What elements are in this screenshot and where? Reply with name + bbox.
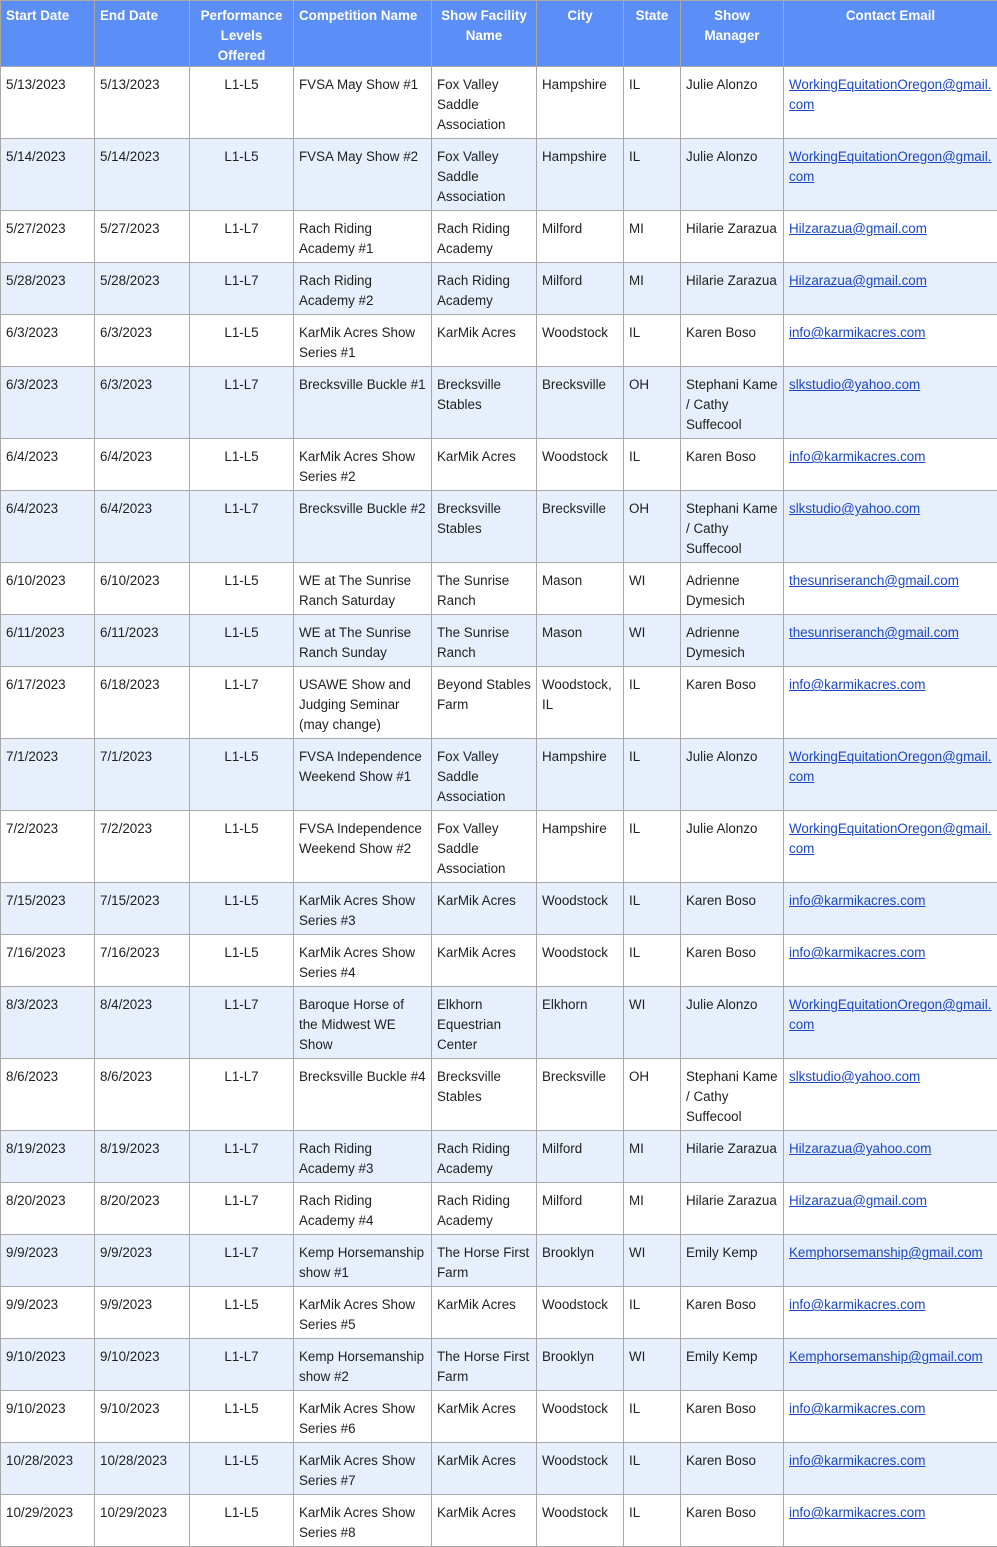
start-date-cell: 6/4/2023 — [1, 439, 95, 491]
end-date-cell: 7/2/2023 — [95, 811, 190, 883]
state-cell: WI — [624, 563, 681, 615]
city-cell: Woodstock, IL — [537, 667, 624, 739]
show-manager-cell: Hilarie Zarazua — [681, 263, 784, 315]
facility-name-cell: Rach Riding Academy — [432, 263, 537, 315]
state-cell: IL — [624, 883, 681, 935]
start-date-cell: 9/9/2023 — [1, 1235, 95, 1287]
contact-email-cell — [784, 1059, 997, 1131]
competition-name-cell: Kemp Horsemanship show #2 — [294, 1339, 432, 1391]
competition-name-cell: Rach Riding Academy #4 — [294, 1183, 432, 1235]
facility-name-cell: Rach Riding Academy — [432, 1183, 537, 1235]
state-cell: IL — [624, 811, 681, 883]
facility-name-cell: KarMik Acres — [432, 1495, 537, 1547]
table-row — [1, 439, 997, 491]
competition-name-cell: KarMik Acres Show Series #1 — [294, 315, 432, 367]
show-manager-cell: Stephani Kame / Cathy Suffecool — [681, 491, 784, 563]
performance-levels-cell: L1-L5 — [190, 883, 294, 935]
show-manager-cell: Julie Alonzo — [681, 739, 784, 811]
facility-name-cell: KarMik Acres — [432, 315, 537, 367]
start-date-cell: 6/11/2023 — [1, 615, 95, 667]
performance-levels-cell: L1-L7 — [190, 1131, 294, 1183]
state-cell: OH — [624, 367, 681, 439]
performance-levels-cell: L1-L5 — [190, 811, 294, 883]
contact-email-cell — [784, 211, 997, 263]
start-date-cell: 7/1/2023 — [1, 739, 95, 811]
facility-name-cell: The Sunrise Ranch — [432, 615, 537, 667]
competition-name-cell: Rach Riding Academy #3 — [294, 1131, 432, 1183]
contact-email-link[interactable]: Kemphorsemanship@gmail.com — [789, 1349, 983, 1364]
performance-levels-cell: L1-L5 — [190, 1287, 294, 1339]
table-row — [1, 367, 997, 439]
facility-name-cell: Brecksville Stables — [432, 1059, 537, 1131]
performance-levels-cell: L1-L5 — [190, 1495, 294, 1547]
state-cell: IL — [624, 935, 681, 987]
contact-email-link[interactable]: Hilzarazua@gmail.com — [789, 221, 927, 236]
contact-email-cell — [784, 1339, 997, 1391]
competition-name-cell: KarMik Acres Show Series #3 — [294, 883, 432, 935]
end-date-cell: 6/3/2023 — [95, 315, 190, 367]
competition-name-cell: Brecksville Buckle #4 — [294, 1059, 432, 1131]
state-cell: IL — [624, 1391, 681, 1443]
contact-email-cell — [784, 67, 997, 139]
table-row — [1, 1287, 997, 1339]
performance-levels-cell: L1-L7 — [190, 1183, 294, 1235]
performance-levels-cell: L1-L7 — [190, 987, 294, 1059]
competition-name-cell: KarMik Acres Show Series #6 — [294, 1391, 432, 1443]
table-row — [1, 1495, 997, 1547]
state-cell: MI — [624, 211, 681, 263]
end-date-cell: 6/10/2023 — [95, 563, 190, 615]
end-date-cell: 6/4/2023 — [95, 491, 190, 563]
city-cell: Woodstock — [537, 935, 624, 987]
facility-name-cell: KarMik Acres — [432, 883, 537, 935]
state-cell: IL — [624, 739, 681, 811]
contact-email-cell — [784, 315, 997, 367]
end-date-cell: 8/20/2023 — [95, 1183, 190, 1235]
competition-name-cell: FVSA May Show #1 — [294, 67, 432, 139]
end-date-cell: 5/27/2023 — [95, 211, 190, 263]
contact-email-link[interactable]: slkstudio@yahoo.com — [789, 501, 920, 516]
start-date-cell: 7/15/2023 — [1, 883, 95, 935]
competition-name-cell: FVSA Independence Weekend Show #1 — [294, 739, 432, 811]
col-state: State — [624, 1, 681, 67]
performance-levels-cell: L1-L7 — [190, 211, 294, 263]
contact-email-link[interactable]: info@karmikacres.com — [789, 1453, 925, 1468]
city-cell: Woodstock — [537, 1495, 624, 1547]
facility-name-cell: The Horse First Farm — [432, 1235, 537, 1287]
state-cell: WI — [624, 987, 681, 1059]
contact-email-cell — [784, 563, 997, 615]
performance-levels-cell: L1-L5 — [190, 1391, 294, 1443]
end-date-cell: 8/4/2023 — [95, 987, 190, 1059]
facility-name-cell: Fox Valley Saddle Association — [432, 739, 537, 811]
state-cell: IL — [624, 315, 681, 367]
city-cell: Hampshire — [537, 139, 624, 211]
contact-email-cell — [784, 1443, 997, 1495]
show-manager-cell: Julie Alonzo — [681, 987, 784, 1059]
facility-name-cell: Fox Valley Saddle Association — [432, 67, 537, 139]
facility-name-cell: Elkhorn Equestrian Center — [432, 987, 537, 1059]
show-manager-cell: Stephani Kame / Cathy Suffecool — [681, 1059, 784, 1131]
table-row — [1, 739, 997, 811]
show-manager-cell: Karen Boso — [681, 667, 784, 739]
performance-levels-cell: L1-L5 — [190, 563, 294, 615]
end-date-cell: 6/3/2023 — [95, 367, 190, 439]
competition-name-cell: USAWE Show and Judging Seminar (may change) — [294, 667, 432, 739]
contact-email-cell — [784, 739, 997, 811]
performance-levels-cell: L1-L7 — [190, 491, 294, 563]
table-row — [1, 315, 997, 367]
city-cell: Elkhorn — [537, 987, 624, 1059]
city-cell: Brecksville — [537, 1059, 624, 1131]
start-date-cell: 7/2/2023 — [1, 811, 95, 883]
contact-email-cell — [784, 1235, 997, 1287]
state-cell: WI — [624, 615, 681, 667]
start-date-cell: 8/3/2023 — [1, 987, 95, 1059]
end-date-cell: 9/9/2023 — [95, 1287, 190, 1339]
contact-email-cell — [784, 883, 997, 935]
show-manager-cell: Adrienne Dymesich — [681, 615, 784, 667]
city-cell: Brecksville — [537, 367, 624, 439]
city-cell: Woodstock — [537, 883, 624, 935]
contact-email-link[interactable]: Hilzarazua@gmail.com — [789, 1193, 927, 1208]
state-cell: WI — [624, 1339, 681, 1391]
competition-name-cell: Kemp Horsemanship show #1 — [294, 1235, 432, 1287]
contact-email-link[interactable]: info@karmikacres.com — [789, 945, 925, 960]
show-manager-cell: Karen Boso — [681, 315, 784, 367]
end-date-cell: 8/6/2023 — [95, 1059, 190, 1131]
start-date-cell: 9/10/2023 — [1, 1391, 95, 1443]
start-date-cell: 5/27/2023 — [1, 211, 95, 263]
city-cell: Hampshire — [537, 811, 624, 883]
competition-name-cell: Rach Riding Academy #1 — [294, 211, 432, 263]
start-date-cell: 8/19/2023 — [1, 1131, 95, 1183]
end-date-cell: 7/15/2023 — [95, 883, 190, 935]
facility-name-cell: Fox Valley Saddle Association — [432, 139, 537, 211]
city-cell: Brooklyn — [537, 1235, 624, 1287]
table-row — [1, 1131, 997, 1183]
facility-name-cell: Rach Riding Academy — [432, 1131, 537, 1183]
state-cell: IL — [624, 1287, 681, 1339]
facility-name-cell: KarMik Acres — [432, 935, 537, 987]
col-show-facility-name: Show Facility Name — [432, 1, 537, 67]
table-row — [1, 883, 997, 935]
contact-email-link[interactable]: WorkingEquitationOregon@gmail.com — [789, 997, 991, 1032]
table-row — [1, 263, 997, 315]
contact-email-link[interactable]: WorkingEquitationOregon@gmail.com — [789, 749, 991, 784]
start-date-cell: 5/14/2023 — [1, 139, 95, 211]
contact-email-link[interactable]: info@karmikacres.com — [789, 325, 925, 340]
contact-email-link[interactable]: Hilzarazua@gmail.com — [789, 273, 927, 288]
show-manager-cell: Karen Boso — [681, 883, 784, 935]
performance-levels-cell: L1-L5 — [190, 935, 294, 987]
show-manager-cell: Karen Boso — [681, 1443, 784, 1495]
contact-email-cell — [784, 439, 997, 491]
table-row — [1, 563, 997, 615]
facility-name-cell: Brecksville Stables — [432, 367, 537, 439]
city-cell: Woodstock — [537, 1443, 624, 1495]
end-date-cell: 10/29/2023 — [95, 1495, 190, 1547]
contact-email-link[interactable]: info@karmikacres.com — [789, 1297, 925, 1312]
performance-levels-cell: L1-L5 — [190, 615, 294, 667]
contact-email-link[interactable]: info@karmikacres.com — [789, 1505, 925, 1520]
state-cell: IL — [624, 1495, 681, 1547]
performance-levels-cell: L1-L7 — [190, 1235, 294, 1287]
facility-name-cell: KarMik Acres — [432, 1287, 537, 1339]
show-manager-cell: Karen Boso — [681, 935, 784, 987]
table-row — [1, 1391, 997, 1443]
contact-email-cell — [784, 1391, 997, 1443]
state-cell: IL — [624, 139, 681, 211]
table-row — [1, 987, 997, 1059]
table-row — [1, 1339, 997, 1391]
show-manager-cell: Emily Kemp — [681, 1339, 784, 1391]
contact-email-cell — [784, 1183, 997, 1235]
facility-name-cell: KarMik Acres — [432, 439, 537, 491]
facility-name-cell: KarMik Acres — [432, 1391, 537, 1443]
city-cell: Woodstock — [537, 1391, 624, 1443]
competition-name-cell: FVSA Independence Weekend Show #2 — [294, 811, 432, 883]
table-row — [1, 491, 997, 563]
facility-name-cell: The Sunrise Ranch — [432, 563, 537, 615]
state-cell: IL — [624, 439, 681, 491]
city-cell: Milford — [537, 1183, 624, 1235]
show-manager-cell: Emily Kemp — [681, 1235, 784, 1287]
city-cell: Brooklyn — [537, 1339, 624, 1391]
competition-name-cell: Brecksville Buckle #1 — [294, 367, 432, 439]
competition-name-cell: KarMik Acres Show Series #2 — [294, 439, 432, 491]
facility-name-cell: Rach Riding Academy — [432, 211, 537, 263]
start-date-cell: 7/16/2023 — [1, 935, 95, 987]
city-cell: Hampshire — [537, 739, 624, 811]
performance-levels-cell: L1-L7 — [190, 263, 294, 315]
city-cell: Milford — [537, 1131, 624, 1183]
city-cell: Hampshire — [537, 67, 624, 139]
state-cell: MI — [624, 263, 681, 315]
contact-email-link[interactable]: info@karmikacres.com — [789, 893, 925, 908]
performance-levels-cell: L1-L5 — [190, 439, 294, 491]
contact-email-link[interactable]: info@karmikacres.com — [789, 677, 925, 692]
show-manager-cell: Karen Boso — [681, 1495, 784, 1547]
competition-name-cell: WE at The Sunrise Ranch Saturday — [294, 563, 432, 615]
start-date-cell: 9/9/2023 — [1, 1287, 95, 1339]
contact-email-cell — [784, 667, 997, 739]
contact-email-cell — [784, 367, 997, 439]
end-date-cell: 5/28/2023 — [95, 263, 190, 315]
col-end-date: End Date — [95, 1, 190, 67]
facility-name-cell: Brecksville Stables — [432, 491, 537, 563]
contact-email-link[interactable]: Kemphorsemanship@gmail.com — [789, 1245, 983, 1260]
start-date-cell: 10/28/2023 — [1, 1443, 95, 1495]
contact-email-cell — [784, 1495, 997, 1547]
facility-name-cell: The Horse First Farm — [432, 1339, 537, 1391]
performance-levels-cell: L1-L5 — [190, 67, 294, 139]
performance-levels-cell: L1-L7 — [190, 367, 294, 439]
state-cell: IL — [624, 1443, 681, 1495]
start-date-cell: 5/13/2023 — [1, 67, 95, 139]
contact-email-cell — [784, 811, 997, 883]
contact-email-link[interactable]: WorkingEquitationOregon@gmail.com — [789, 821, 991, 856]
start-date-cell: 10/29/2023 — [1, 1495, 95, 1547]
contact-email-cell — [784, 139, 997, 211]
state-cell: MI — [624, 1131, 681, 1183]
city-cell: Mason — [537, 563, 624, 615]
table-row — [1, 811, 997, 883]
competition-name-cell: KarMik Acres Show Series #4 — [294, 935, 432, 987]
col-city: City — [537, 1, 624, 67]
end-date-cell: 9/10/2023 — [95, 1339, 190, 1391]
end-date-cell: 9/10/2023 — [95, 1391, 190, 1443]
state-cell: OH — [624, 491, 681, 563]
end-date-cell: 6/18/2023 — [95, 667, 190, 739]
contact-email-link[interactable]: WorkingEquitationOregon@gmail.com — [789, 149, 991, 184]
competition-name-cell: FVSA May Show #2 — [294, 139, 432, 211]
contact-email-cell — [784, 987, 997, 1059]
col-competition-name: Competition Name — [294, 1, 432, 67]
table-row — [1, 139, 997, 211]
end-date-cell: 7/16/2023 — [95, 935, 190, 987]
city-cell: Brecksville — [537, 491, 624, 563]
col-contact-email: Contact Email — [784, 1, 997, 67]
contact-email-cell — [784, 615, 997, 667]
facility-name-cell: KarMik Acres — [432, 1443, 537, 1495]
show-manager-cell: Julie Alonzo — [681, 811, 784, 883]
facility-name-cell: Beyond Stables Farm — [432, 667, 537, 739]
competition-name-cell: WE at The Sunrise Ranch Sunday — [294, 615, 432, 667]
state-cell: OH — [624, 1059, 681, 1131]
state-cell: IL — [624, 667, 681, 739]
contact-email-link[interactable]: thesunriseranch@gmail.com — [789, 625, 959, 640]
table-row — [1, 211, 997, 263]
start-date-cell: 8/6/2023 — [1, 1059, 95, 1131]
show-manager-cell: Julie Alonzo — [681, 67, 784, 139]
table-row — [1, 935, 997, 987]
show-manager-cell: Hilarie Zarazua — [681, 1183, 784, 1235]
end-date-cell: 10/28/2023 — [95, 1443, 190, 1495]
city-cell: Woodstock — [537, 315, 624, 367]
contact-email-cell — [784, 1131, 997, 1183]
contact-email-link[interactable]: slkstudio@yahoo.com — [789, 377, 920, 392]
col-start-date: Start Date — [1, 1, 95, 67]
start-date-cell: 6/3/2023 — [1, 367, 95, 439]
competition-name-cell: KarMik Acres Show Series #8 — [294, 1495, 432, 1547]
start-date-cell: 9/10/2023 — [1, 1339, 95, 1391]
show-manager-cell: Julie Alonzo — [681, 139, 784, 211]
city-cell: Milford — [537, 263, 624, 315]
end-date-cell: 8/19/2023 — [95, 1131, 190, 1183]
contact-email-link[interactable]: Hilzarazua@yahoo.com — [789, 1141, 931, 1156]
table-row — [1, 1183, 997, 1235]
performance-levels-cell: L1-L7 — [190, 1339, 294, 1391]
performance-levels-cell: L1-L7 — [190, 667, 294, 739]
contact-email-link[interactable]: info@karmikacres.com — [789, 1401, 925, 1416]
performance-levels-cell: L1-L5 — [190, 315, 294, 367]
table-body — [1, 67, 997, 1547]
col-show-manager: Show Manager — [681, 1, 784, 67]
performance-levels-cell: L1-L5 — [190, 1443, 294, 1495]
contact-email-link[interactable]: WorkingEquitationOregon@gmail.com — [789, 77, 991, 112]
start-date-cell: 8/20/2023 — [1, 1183, 95, 1235]
show-manager-cell: Karen Boso — [681, 439, 784, 491]
table-row — [1, 615, 997, 667]
state-cell: MI — [624, 1183, 681, 1235]
table-row — [1, 1235, 997, 1287]
contact-email-cell — [784, 1287, 997, 1339]
performance-levels-cell: L1-L5 — [190, 139, 294, 211]
show-manager-cell: Karen Boso — [681, 1391, 784, 1443]
city-cell: Milford — [537, 211, 624, 263]
table-row — [1, 1059, 997, 1131]
end-date-cell: 6/11/2023 — [95, 615, 190, 667]
end-date-cell: 9/9/2023 — [95, 1235, 190, 1287]
competition-name-cell: Brecksville Buckle #2 — [294, 491, 432, 563]
start-date-cell: 6/4/2023 — [1, 491, 95, 563]
competition-name-cell: Baroque Horse of the Midwest WE Show — [294, 987, 432, 1059]
performance-levels-cell: L1-L7 — [190, 1059, 294, 1131]
end-date-cell: 7/1/2023 — [95, 739, 190, 811]
contact-email-link[interactable]: thesunriseranch@gmail.com — [789, 573, 959, 588]
competition-name-cell: KarMik Acres Show Series #5 — [294, 1287, 432, 1339]
table-row — [1, 67, 997, 139]
header-row — [1, 1, 997, 67]
end-date-cell: 5/13/2023 — [95, 67, 190, 139]
city-cell: Woodstock — [537, 1287, 624, 1339]
competition-name-cell: Rach Riding Academy #2 — [294, 263, 432, 315]
start-date-cell: 5/28/2023 — [1, 263, 95, 315]
show-manager-cell: Hilarie Zarazua — [681, 1131, 784, 1183]
city-cell: Mason — [537, 615, 624, 667]
show-manager-cell: Adrienne Dymesich — [681, 563, 784, 615]
state-cell: IL — [624, 67, 681, 139]
city-cell: Woodstock — [537, 439, 624, 491]
show-manager-cell: Stephani Kame / Cathy Suffecool — [681, 367, 784, 439]
start-date-cell: 6/17/2023 — [1, 667, 95, 739]
contact-email-cell — [784, 935, 997, 987]
contact-email-cell — [784, 263, 997, 315]
contact-email-link[interactable]: slkstudio@yahoo.com — [789, 1069, 920, 1084]
start-date-cell: 6/10/2023 — [1, 563, 95, 615]
table-row — [1, 1443, 997, 1495]
table-row — [1, 667, 997, 739]
show-manager-cell: Hilarie Zarazua — [681, 211, 784, 263]
competition-name-cell: KarMik Acres Show Series #7 — [294, 1443, 432, 1495]
state-cell: WI — [624, 1235, 681, 1287]
end-date-cell: 6/4/2023 — [95, 439, 190, 491]
contact-email-cell — [784, 491, 997, 563]
contact-email-link[interactable]: info@karmikacres.com — [789, 449, 925, 464]
col-performance-levels: Performance Levels Offered — [190, 1, 294, 67]
facility-name-cell: Fox Valley Saddle Association — [432, 811, 537, 883]
show-manager-cell: Karen Boso — [681, 1287, 784, 1339]
start-date-cell: 6/3/2023 — [1, 315, 95, 367]
performance-levels-cell: L1-L5 — [190, 739, 294, 811]
end-date-cell: 5/14/2023 — [95, 139, 190, 211]
